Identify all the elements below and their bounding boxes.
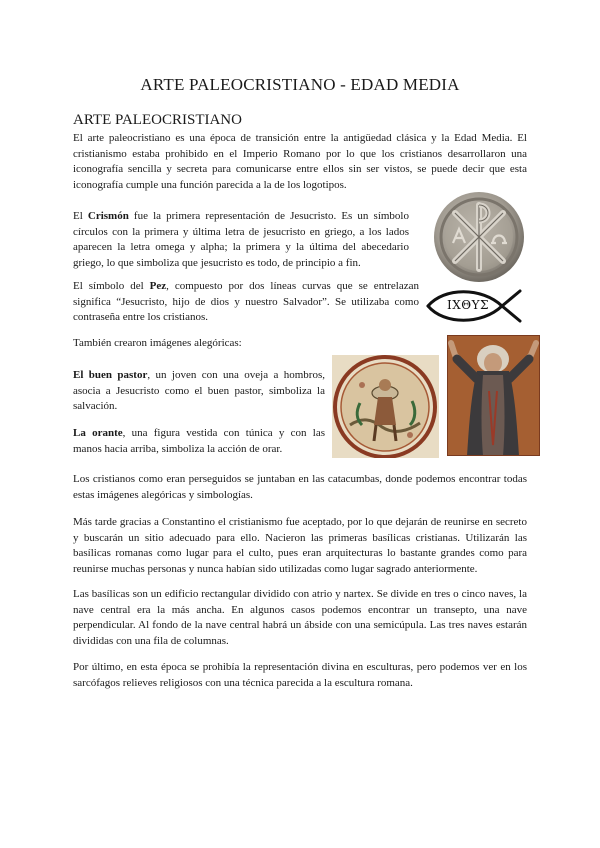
basilicas-paragraph: Las basílicas son un edificio rectangular dividido con atrio y nartex. Se divide en tres o cinco naves, la nave central era la más ancha. En algunos casos podemos encontrar un transepto, una nave perpendicular. Al fondo de la nave central habrá un ábside con una semicúpula. Las tres naves estarán divididas con una fila de columnas. (73, 588, 527, 647)
orante-paragraph: La orante, una figura vestida con túnica y con las manos hacia arriba, simboliza la acción de orar. (73, 427, 326, 455)
crismon-icon (433, 191, 525, 283)
section-heading: ARTE PALEOCRISTIANO (73, 112, 242, 128)
buen-pastor-term: El buen pastor (73, 369, 148, 381)
orante-term: La orante (73, 427, 123, 439)
fish-greek-text: ΙΧΘΥΣ (446, 298, 490, 312)
crismon-image (433, 191, 525, 283)
buen-pastor-paragraph: El buen pastor, un joven con una oveja a hombros, asocia a Jesucristo como el buen pastor, simboliza la salvación. (73, 369, 325, 413)
pez-paragraph: El símbolo del Pez, compuesto por dos líneas curvas que se entrelazan significa “Jesucristo, hijo de dios y nuestro Salvador”. Se utilizaba como contraseña entre los cristianos. (73, 280, 419, 324)
crismon-paragraph: El Crismón fue la primera representación de Jesucristo. Es un símbolo círculos con la primera y última letra de jesucristo en griego, a los lados aparecen la letra omega y alpha; la primera y la última del abecedario griego, lo que simboliza que jesucristo es todo, de principio a fin. (73, 210, 409, 269)
constantino-paragraph: Más tarde gracias a Constantino el cristianismo fue aceptado, por lo que dejarán de reunirse en secreto y buscarán un sitio adecuado para ello. Nacieron las primeras basílicas cristianas. Utilizarán las basílicas romanas como lugar para el culto, pues eran arquitecturas lo bastante grandes como para reunirse muchas personas y nunca habían sido utilizadas como lugar sagrado anteriormente. (73, 516, 527, 575)
alegoricas-paragraph: También crearon imágenes alegóricas: (73, 337, 242, 349)
catacumbas-paragraph: Los cristianos como eran perseguidos se juntaban en las catacumbas, donde podemos encontrar todas estas imágenes alegóricas y simbologías. (73, 473, 527, 501)
buen-pastor-image (332, 355, 439, 458)
orante-fresco-icon (447, 335, 540, 456)
shepherd-fresco-icon (332, 355, 439, 458)
orante-image (447, 335, 540, 456)
crismon-term: Crismón (87, 210, 129, 222)
page-title: ARTE PALEOCRISTIANO - EDAD MEDIA (140, 75, 460, 94)
ichthys-image (424, 285, 524, 327)
intro-paragraph: El arte paleocristiano es una época de transición entre la antigüedad clásica y la Edad Media. El cristianismo estaba prohibido en el Imperio Romano por lo que los cristianos desarrollaron una iconografía sencilla y secreta para comunicarse entre ellos sin ser vistos, se puede decir que esta iconografía cumple una función parecida a la de los logotipos. (73, 132, 527, 191)
ultimo-paragraph: Por último, en esta época se prohibía la representación divina en esculturas, pero podemos ver en los sarcófagos relieves religiosos con una técnica parecida a la escultura romana. (73, 661, 527, 689)
pez-term: Pez (149, 280, 167, 292)
